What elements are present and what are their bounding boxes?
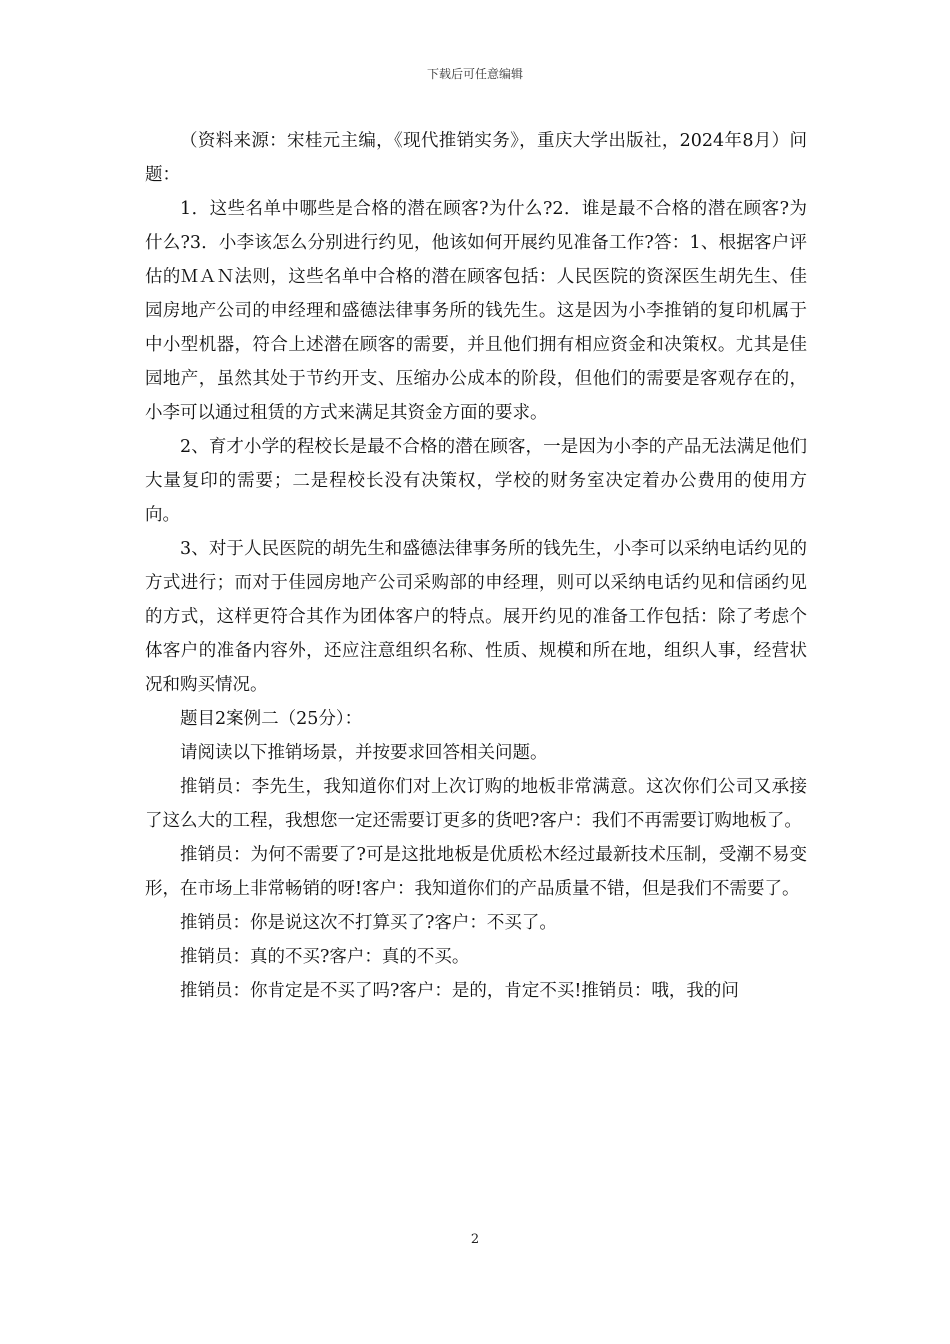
paragraph-dialogue-5: 推销员：你肯定是不买了吗?客户：是的，肯定不买!推销员：哦，我的问: [180, 981, 739, 1001]
page-header: 下载后可任意编辑: [426, 67, 523, 81]
paragraph-answer-3: 3、对于人民医院的胡先生和盛德法律事务所的钱先生，小李可以采纳电话约见的方式进行；而对于佳园房地产公司采购部的申经理，则可以采纳电话约见和信函约见的方式，这样更符合其作为团体客户的特点。展开约见的准备工作包括：除了考虑个体客户的准备内容外，还应注意组织名称、性质、规模和所在地，组织人事，经营状况和购买情况。: [145, 539, 807, 695]
page-number: 2: [470, 1232, 480, 1247]
paragraph-answer-2: 2、育才小学的程校长是最不合格的潜在顾客，一是因为小李的产品无法满足他们大量复印的需要；二是程校长没有决策权，学校的财务室决定着办公费用的使用方向。: [145, 437, 807, 525]
paragraph-dialogue-1: 推销员：李先生，我知道你们对上次订购的地板非常满意。这次你们公司又承接了这么大的工程，我想您一定还需要订更多的货吧?客户：我们不再需要订购地板了。: [145, 777, 807, 831]
paragraph-question-1: 1．这些名单中哪些是合格的潜在顾客?为什么?2．谁是最不合格的潜在顾客?为什么?3．小李该怎么分别进行约见，他该如何开展约见准备工作?答：1、根据客户评估的ＭＡＮ法则，这些名单中合格的潜在顾客包括：人民医院的资深医生胡先生、佳园房地产公司的申经理和盛德法律事务所的钱先生。这是因为小李推销的复印机属于中小型机器，符合上述潜在顾客的需要，并且他们拥有相应资金和决策权。尤其是佳园地产，虽然其处于节约开支、压缩办公成本的阶段，但他们的需要是客观存在的，小李可以通过租赁的方式来满足其资金方面的要求。: [145, 199, 807, 423]
paragraph-dialogue-3: 推销员：你是说这次不打算买了?客户：不买了。: [180, 913, 557, 933]
paragraph-case-title: 题目2案例二（25分）：: [180, 709, 363, 729]
paragraph-dialogue-2: 推销员：为何不需要了?可是这批地板是优质松木经过最新技术压制，受潮不易变形，在市场上非常畅销的呀!客户：我知道你们的产品质量不错，但是我们不需要了。: [145, 845, 807, 899]
paragraph-dialogue-4: 推销员：真的不买?客户：真的不买。: [180, 947, 470, 967]
document-body: [145, 124, 807, 1008]
paragraph-instruction: 请阅读以下推销场景，并按要求回答相关问题。: [180, 743, 548, 763]
paragraph-source: （资料来源：宋桂元主编，《现代推销实务》，重庆大学出版社，2024年8月）问题：: [145, 131, 807, 185]
